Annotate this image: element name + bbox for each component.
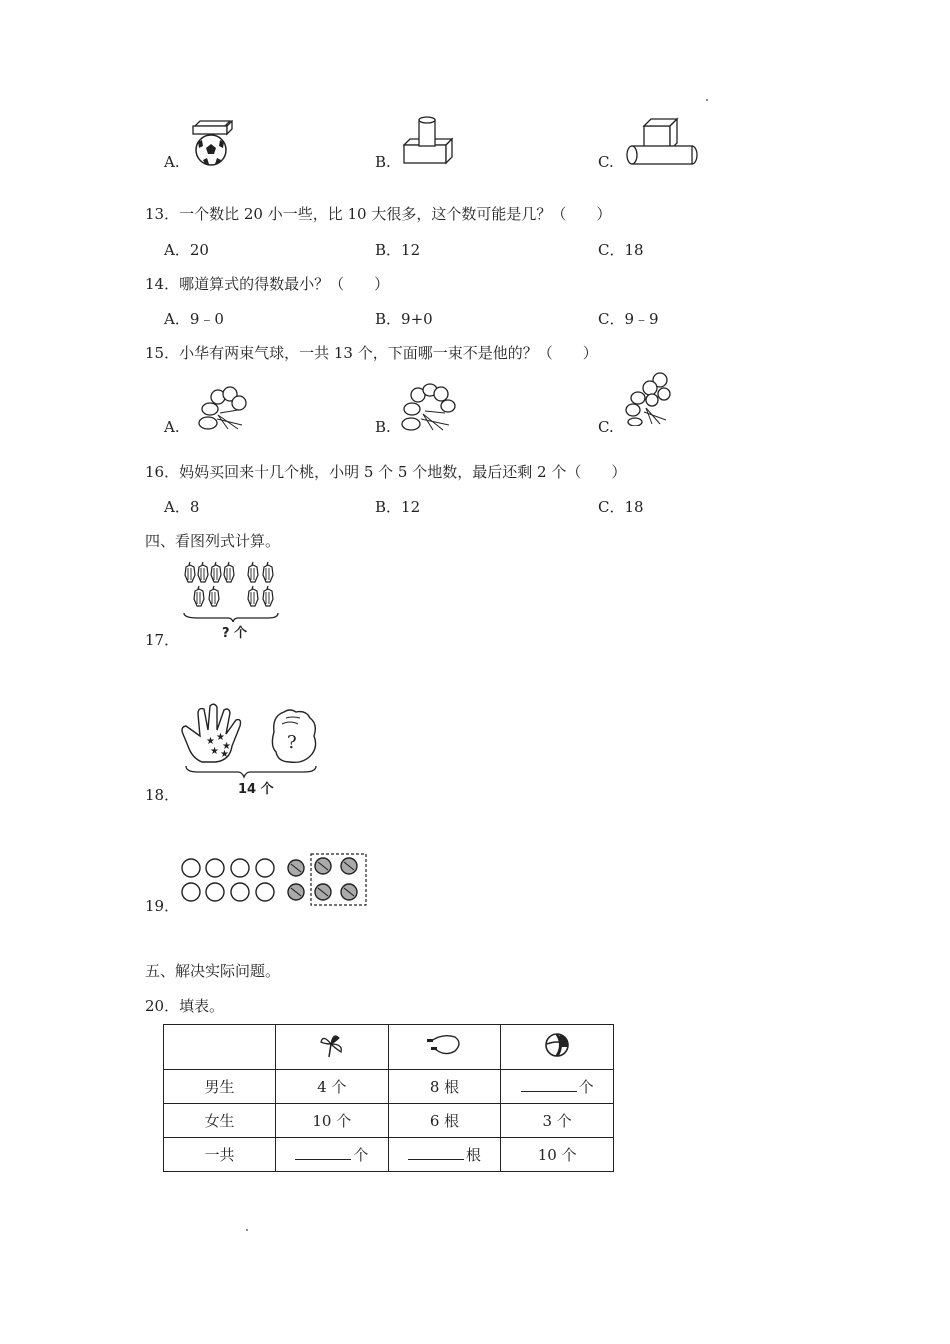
cell-boys-balls[interactable]	[501, 1070, 614, 1104]
q16-option-a[interactable]: A．8	[164, 498, 200, 516]
cell-total-pinwheels[interactable]	[276, 1138, 389, 1172]
q12-option-b-label: B.	[375, 153, 391, 171]
table-corner-cell	[164, 1025, 276, 1070]
cell-girls-ropes: 6 根	[388, 1104, 501, 1138]
q14-option-a[interactable]: A．9﹣0	[164, 310, 224, 328]
unit-label: 根	[465, 1146, 481, 1164]
svg-text:?: ?	[287, 732, 297, 753]
jump-rope-icon	[425, 1033, 463, 1057]
q14-option-b[interactable]: B．9+0	[375, 310, 433, 328]
table-row-boys	[164, 1070, 614, 1104]
peppers-figure	[178, 560, 284, 622]
q14-stem: 14．哪道算式的得数最小？（ ）	[145, 275, 390, 293]
pinwheel-icon	[317, 1032, 347, 1058]
unit-label: 个	[353, 1146, 369, 1164]
cell-boys-ropes: 8 根	[388, 1070, 501, 1104]
table-row-total	[164, 1138, 614, 1172]
svg-text:★: ★	[216, 732, 225, 743]
balloon-bunch-c-icon	[624, 372, 674, 426]
q15-option-c[interactable]: C.	[598, 418, 614, 436]
svg-text:★: ★	[222, 741, 231, 752]
cube-on-ball-icon	[189, 120, 235, 168]
row-label: 一共	[164, 1138, 276, 1172]
ball-icon	[544, 1032, 570, 1058]
header-ball-cell	[501, 1025, 614, 1070]
circles-figure	[178, 852, 370, 908]
row-label: 女生	[164, 1104, 276, 1138]
pepper-group-right	[248, 562, 273, 606]
answer-blank[interactable]	[408, 1145, 464, 1160]
header-rope-cell	[388, 1025, 501, 1070]
answer-blank[interactable]	[295, 1145, 351, 1160]
balloon-bunch-a-icon	[198, 385, 250, 431]
pepper-group-left	[185, 562, 234, 606]
q13-option-a[interactable]: A．20	[164, 241, 209, 259]
section-4-heading: 四、看图列式计算。	[145, 532, 281, 550]
svg-text:★: ★	[210, 746, 219, 757]
q20-stem: 20．填表。	[145, 997, 225, 1015]
q15-option-a[interactable]: A.	[164, 418, 180, 436]
q20-table	[163, 1024, 614, 1172]
row-label: 男生	[164, 1070, 276, 1104]
q17-brace-label: ? 个	[222, 626, 248, 641]
svg-text:★: ★	[220, 749, 229, 760]
cell-girls-pinwheels: 10 个	[276, 1104, 389, 1138]
header-pinwheel-cell	[276, 1025, 389, 1070]
q16-option-b[interactable]: B．12	[375, 498, 421, 516]
table-header-row	[164, 1025, 614, 1070]
q13-stem: 13．一个数比 20 小一些，比 10 大很多，这个数可能是几？（ ）	[145, 205, 612, 223]
q19-number: 19．	[145, 897, 180, 915]
cell-girls-balls: 3 个	[501, 1104, 614, 1138]
q12-option-c-label: C.	[598, 153, 614, 171]
table-row-girls	[164, 1104, 614, 1138]
hands-figure	[178, 702, 338, 782]
cube-on-cylinder-icon	[624, 117, 698, 169]
unit-label: 个	[578, 1078, 594, 1096]
cell-boys-pinwheels: 4 个	[276, 1070, 389, 1104]
cell-total-balls: 10 个	[501, 1138, 614, 1172]
q18-brace-label: 14 个	[238, 782, 274, 797]
closed-fist-icon	[272, 710, 315, 762]
q16-option-c[interactable]: C．18	[598, 498, 644, 516]
q13-option-b[interactable]: B．12	[375, 241, 421, 259]
svg-text:★: ★	[206, 736, 215, 747]
cell-total-ropes[interactable]	[388, 1138, 501, 1172]
q16-stem: 16．妈妈买回来十几个桃，小明 5 个 5 个地数，最后还剩 2 个（ ）	[145, 463, 627, 481]
q14-option-c[interactable]: C．9﹣9	[598, 310, 659, 328]
open-hand-icon	[182, 704, 241, 762]
q15-option-b[interactable]: B.	[375, 418, 391, 436]
empty-circles	[182, 859, 274, 901]
cylinder-on-block-icon	[401, 115, 453, 167]
q12-option-a-label: A.	[164, 153, 180, 171]
section-5-heading: 五、解决实际问题。	[145, 962, 281, 980]
q17-number: 17．	[145, 631, 180, 649]
q13-option-c[interactable]: C．18	[598, 241, 644, 259]
answer-blank[interactable]	[521, 1077, 577, 1092]
balloon-bunch-b-icon	[401, 383, 457, 433]
q15-stem: 15．小华有两束气球，一共 13 个，下面哪一束不是他的？（ ）	[145, 344, 598, 362]
q18-number: 18．	[145, 786, 180, 804]
